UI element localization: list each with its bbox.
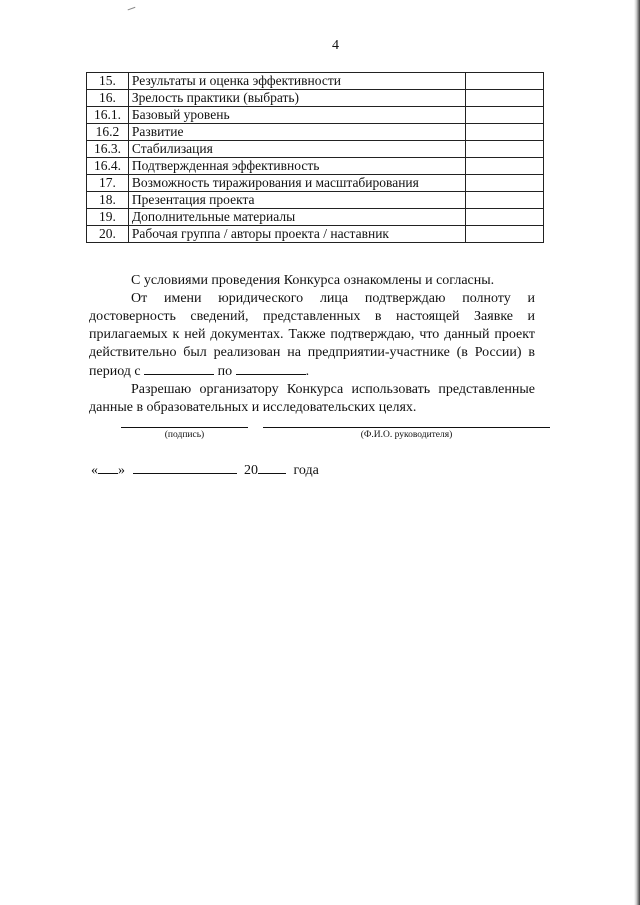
- date-year-prefix: 20: [244, 463, 258, 478]
- row-value-cell[interactable]: [465, 90, 543, 107]
- scan-speck: [128, 7, 137, 13]
- name-line[interactable]: [263, 427, 550, 428]
- row-number: 15.: [87, 73, 129, 90]
- table-row: [87, 107, 544, 124]
- table-row: [87, 90, 544, 107]
- date-day-blank[interactable]: [98, 461, 118, 474]
- row-value-cell[interactable]: [465, 158, 543, 175]
- consent-statement: [89, 272, 535, 417]
- row-value-cell[interactable]: [465, 107, 543, 124]
- table-row: [87, 124, 544, 141]
- criteria-table: [86, 72, 544, 243]
- row-value-cell[interactable]: [465, 73, 543, 90]
- row-value-cell[interactable]: [465, 226, 543, 243]
- row-label: Развитие: [128, 124, 465, 141]
- name-caption: (Ф.И.О. руководителя): [360, 430, 453, 440]
- date-month-blank[interactable]: [133, 461, 237, 474]
- consent-confirmation-paragraph: От имени юридического лица подтверждаю полноту и достоверность сведений, представленных в настоящей Заявке и прилагаемых к ней документах. Также подтверждаю, что данный проект действительно был реализован на предприятии-участнике (в России) в период с по .: [89, 291, 535, 379]
- table-row: [87, 192, 544, 209]
- row-label: Стабилизация: [128, 141, 465, 158]
- row-number: 16.1.: [87, 107, 129, 124]
- date-year-blank[interactable]: [258, 461, 286, 474]
- row-label: Результаты и оценка эффективности: [128, 73, 465, 90]
- period-start-blank[interactable]: [144, 362, 214, 375]
- row-label: Зрелость практики (выбрать): [128, 90, 465, 107]
- date-year-suffix: года: [293, 463, 319, 478]
- consent-agreement-text: С условиями проведения Конкурса ознакомлены и согласны.: [131, 273, 495, 288]
- page-number: 4: [332, 38, 339, 53]
- criteria-table-body: [87, 73, 544, 243]
- date-quote-close: »: [118, 463, 125, 478]
- row-number: 17.: [87, 175, 129, 192]
- row-label: Презентация проекта: [128, 192, 465, 209]
- row-value-cell[interactable]: [465, 192, 543, 209]
- row-number: 16.: [87, 90, 129, 107]
- row-value-cell[interactable]: [465, 175, 543, 192]
- date-line: [91, 461, 319, 479]
- row-number: 19.: [87, 209, 129, 226]
- row-value-cell[interactable]: [465, 141, 543, 158]
- row-number: 20.: [87, 226, 129, 243]
- row-number: 16.4.: [87, 158, 129, 175]
- period-end-blank[interactable]: [236, 362, 306, 375]
- signature-caption: (подпись): [164, 430, 205, 440]
- row-number: 16.2: [87, 124, 129, 141]
- table-row: [87, 158, 544, 175]
- signature-line[interactable]: [121, 427, 248, 428]
- consent-confirmation-text: От имени юридического лица подтверждаю полноту и достоверность сведений, представленных в настоящей Заявке и прилагаемых к ней документах. Также подтверждаю, что данный проект действительно был реализован на предприятии-участнике (в России) в период с: [89, 291, 535, 379]
- table-row: [87, 209, 544, 226]
- date-quote-open: «: [91, 463, 98, 478]
- table-row: [87, 226, 544, 243]
- row-label: Подтвержденная эффективность: [128, 158, 465, 175]
- table-row: [87, 73, 544, 90]
- row-label: Рабочая группа / авторы проекта / наставник: [128, 226, 465, 243]
- table-row: [87, 175, 544, 192]
- period-to-label: по: [217, 364, 233, 379]
- row-value-cell[interactable]: [465, 209, 543, 226]
- scan-edge-shadow: [634, 0, 640, 905]
- row-label: Возможность тиражирования и масштабирования: [128, 175, 465, 192]
- row-label: Базовый уровень: [128, 107, 465, 124]
- row-label: Дополнительные материалы: [128, 209, 465, 226]
- row-value-cell[interactable]: [465, 124, 543, 141]
- table-row: [87, 141, 544, 158]
- consent-data-usage-text: Разрешаю организатору Конкурса использовать представленные данные в образовательных и исследовательских целях.: [89, 382, 535, 415]
- row-number: 18.: [87, 192, 129, 209]
- row-number: 16.3.: [87, 141, 129, 158]
